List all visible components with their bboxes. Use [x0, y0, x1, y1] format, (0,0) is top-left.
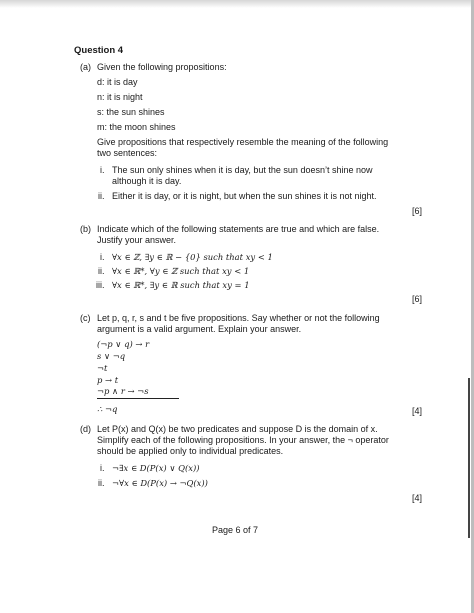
question-title: Question 4 [74, 45, 124, 56]
part-d-line1: Let P(x) and Q(x) be two predicates and suppose D is the domain of x. [97, 424, 378, 434]
premise-1: (¬p ∨ q) → r [97, 339, 150, 349]
part-a-item-i-line1: The sun only shines when it is day, but the sun doesn’t shine now [112, 165, 373, 175]
part-a-instruction-line1: Give propositions that respectively resemble the meaning of the following [97, 137, 389, 147]
premise-3: ¬t [97, 363, 108, 373]
part-c-label: (c) [80, 313, 91, 323]
part-a-item-ii-line1: Either it is day, or it is night, but when the sun shines it is not night. [112, 191, 377, 201]
part-d-item-i-text: ¬∃x ∈ D(P(x) ∨ Q(x)) [112, 463, 200, 473]
premise-2: s ∨ ¬q [97, 351, 126, 361]
part-b-item-ii-num: ii. [98, 266, 105, 276]
part-b-line1: Indicate which of the following statements are true and which are false. [97, 224, 380, 234]
part-a-label: (a) [80, 62, 91, 72]
part-d-item-ii-text: ¬∀x ∈ D(P(x) → ¬Q(x)) [112, 478, 208, 488]
part-a-instruction-line2: two sentences: [97, 148, 158, 158]
part-d-label: (d) [80, 424, 91, 434]
part-b-item-iii-text: ∀x ∈ ℝ*, ∃y ∈ ℝ such that xy = 1 [112, 280, 250, 290]
part-c-line1: Let p, q, r, s and t be five propositions. Say whether or not the following [97, 313, 380, 323]
part-b-marks: [6] [411, 294, 422, 304]
part-a-item-i-line2: although it is day. [112, 176, 182, 186]
part-b-label: (b) [80, 224, 91, 234]
part-d-line3: should be applied only to individual predicates. [97, 446, 284, 456]
premise-4: p → t [97, 375, 119, 385]
part-b-line2: Justify your answer. [97, 235, 177, 245]
part-d-item-ii-num: ii. [98, 478, 105, 488]
part-b-item-i-num: i. [100, 252, 105, 262]
part-c-marks: [4] [411, 406, 422, 416]
proposition-s: s: the sun shines [97, 107, 165, 117]
part-d-line2: Simplify each of the following propositions. In your answer, the ¬ operator [97, 435, 389, 445]
page-footer: Page 6 of 7 [212, 525, 259, 535]
part-a-item-ii-num: ii. [98, 191, 105, 201]
proposition-n: n: it is night [97, 92, 143, 102]
part-a-item-i-num: i. [100, 165, 105, 175]
part-d-marks: [4] [411, 493, 422, 503]
proposition-d: d: it is day [97, 77, 138, 87]
premise-5: ¬p ∧ r → ¬s [97, 386, 149, 396]
part-a-marks: [6] [411, 206, 422, 216]
part-b-item-ii-text: ∀x ∈ ℝ*, ∀y ∈ ℤ such that xy < 1 [112, 266, 250, 276]
part-c-line2: argument is a valid argument. Explain your answer. [97, 324, 302, 334]
part-b-item-iii-num: iii. [96, 280, 105, 290]
part-a-intro: Given the following propositions: [97, 62, 227, 72]
part-d-item-i-num: i. [100, 463, 105, 473]
argument-conclusion: ∴ ¬q [97, 404, 118, 414]
proposition-m: m: the moon shines [97, 122, 176, 132]
part-b-item-i-text: ∀x ∈ ℤ, ∃y ∈ ℝ − {0} such that xy < 1 [112, 252, 273, 262]
argument-divider [97, 398, 179, 399]
